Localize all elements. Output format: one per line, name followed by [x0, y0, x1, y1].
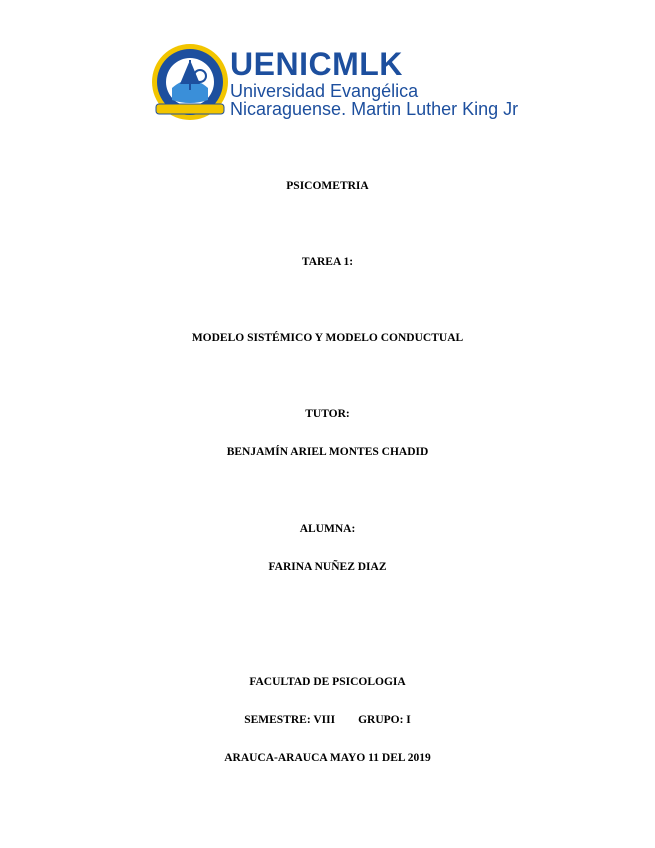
logo-line-2: Nicaraguense. Martin Luther King Jr [230, 99, 519, 119]
assignment-label: TAREA 1: [301, 256, 354, 268]
student-name: FARINA NUÑEZ DIAZ [268, 561, 387, 573]
place-date: ARAUCA-ARAUCA MAYO 11 DEL 2019 [224, 752, 431, 764]
university-logo [150, 42, 519, 124]
semester-group: SEMESTRE: VIII GRUPO: I [244, 714, 411, 726]
logo-line-1: Universidad Evangélica [230, 81, 419, 101]
university-seal-icon [150, 42, 230, 122]
tutor-name: BENJAMÍN ARIEL MONTES CHADID [226, 446, 429, 458]
tutor-label: TUTOR: [305, 408, 350, 420]
logo-acronym: UENICMLK [230, 46, 403, 82]
student-label: ALUMNA: [299, 523, 356, 535]
topic-title: MODELO SISTÉMICO Y MODELO CONDUCTUAL [191, 332, 464, 344]
course-title: PSICOMETRIA [286, 180, 369, 192]
faculty-name: FACULTAD DE PSICOLOGIA [249, 676, 406, 688]
